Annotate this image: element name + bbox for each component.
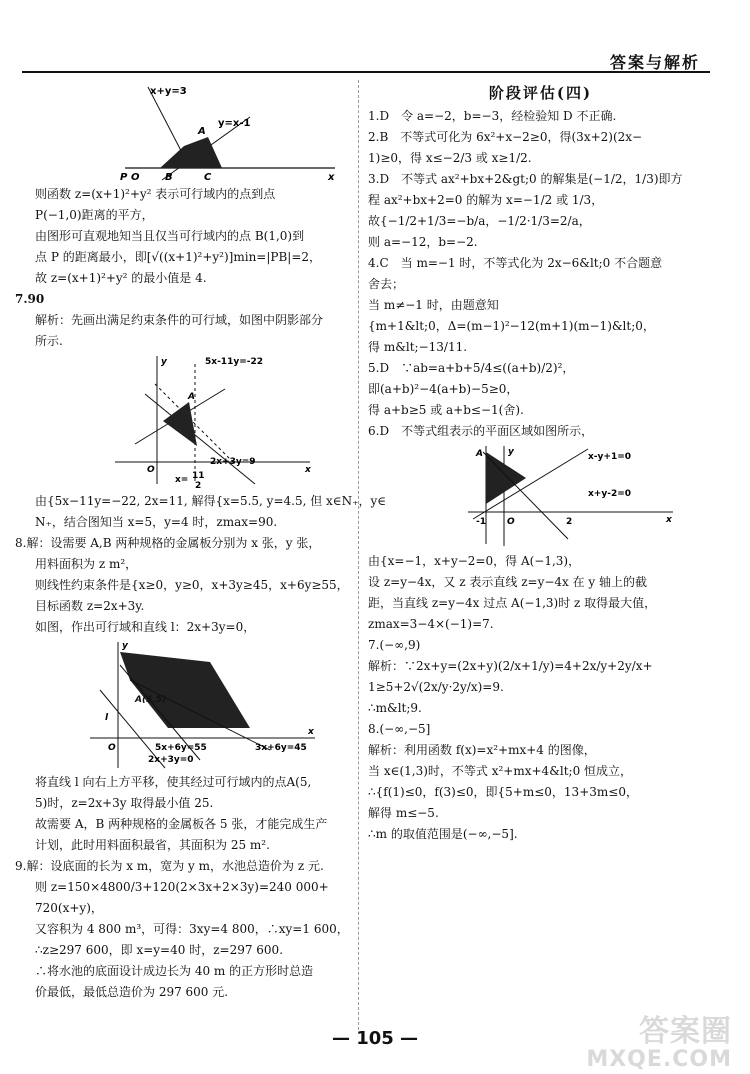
label-y: y xyxy=(122,641,128,651)
label-e2: x+y-2=0 xyxy=(588,489,632,499)
text-line: 720(x+y)， xyxy=(35,901,103,915)
text-line: 又容积为 4 800 m³，可得：3xy=4 800，∴xy=1 600， xyxy=(35,922,349,936)
text-line: 当 x∈(1,3)时，不等式 x²+mx+4&lt;0 恒成立， xyxy=(368,764,633,778)
text-line: 由{x=−1，x+y−2=0，得 A(−1,3)， xyxy=(368,554,581,568)
text-line: 则线性约束条件是{x≥0，y≥0，x+3y≥45，x+6y≥55， xyxy=(35,578,349,592)
label-O: O xyxy=(131,172,140,182)
text-line: 舍去； xyxy=(368,277,405,291)
text-line: 9.解：设底面的长为 x m，宽为 y m，水池总造价为 z 元. xyxy=(15,859,324,873)
label-l: l xyxy=(105,713,109,723)
label-A: A xyxy=(188,392,195,402)
text-line: 则函数 z=(x+1)²+y² 表示可行域内的点到点 xyxy=(35,187,276,201)
label-5x-11y: 5x-11y=-22 xyxy=(205,357,263,367)
label-B: B xyxy=(165,172,173,182)
text-line: 点 P 的距离最小，即[√((x+1)²+y²)]min=|PB|=2， xyxy=(35,250,322,264)
text-line: 得 m&lt;−13/11. xyxy=(368,340,468,354)
shaded-region xyxy=(163,402,197,446)
watermark-line1: 答案圈 xyxy=(639,1014,732,1049)
figure-region-4 xyxy=(468,444,678,549)
label-5x-6y: 5x+6y=55 xyxy=(155,743,207,753)
column-divider xyxy=(358,80,359,1030)
text-line: 目标函数 z=2x+3y. xyxy=(35,599,145,613)
label-A: A xyxy=(476,449,483,459)
text-line: 2.B 不等式可化为 6x²+x−2≥0，得(3x+2)(2x− xyxy=(368,130,643,144)
text-line: zmax=3−4×(−1)=7. xyxy=(368,617,494,631)
text-line: 计划，此时用料面积最省，其面积为 25 m². xyxy=(35,838,270,852)
label-x: x xyxy=(308,727,314,737)
text-line: 1≥5+2√(2x/y·2y/x)=9. xyxy=(368,680,504,694)
right-column xyxy=(368,80,713,845)
label-2x-3y: 2x+3y=0 xyxy=(148,755,194,765)
section-title: 阶段评估(四) xyxy=(488,84,593,102)
label-2x-3y: 2x+3y=9 xyxy=(210,457,256,467)
text-line: 1)≥0，得 x≤−2/3 或 x≥1/2. xyxy=(368,151,532,165)
text-line: 用料面积为 z m²， xyxy=(35,557,138,571)
label-A: A(5,5) xyxy=(135,695,167,705)
label-O: O xyxy=(108,743,116,753)
text-line: 所示. xyxy=(35,334,63,348)
text-line: ∴{f(1)≤0，f(3)≤0，即{5+m≤0，13+3m≤0， xyxy=(368,785,638,799)
text-line: P(−1,0)距离的平方， xyxy=(35,208,154,222)
text-line: 得 a+b≥5 或 a+b≤−1(舍). xyxy=(368,403,524,417)
label-y: y xyxy=(508,447,514,457)
label-e1: x-y+1=0 xyxy=(588,452,632,462)
label-2: 2 xyxy=(195,481,202,489)
text-line: 解析：利用函数 f(x)=x²+mx+4 的图像， xyxy=(368,743,596,757)
text-line: 解析：先画出满足约束条件的可行域，如图中阴影部分 xyxy=(35,313,324,327)
text-line: 5.D ∵ab=a+b+5/4≤((a+b)/2)²， xyxy=(368,361,575,375)
text-line: 由{5x−11y=−22, 2x=11, 解得{x=5.5, y=4.5, 但 x∈N₊，y∈ xyxy=(35,494,387,508)
watermark-logo xyxy=(586,1014,732,1074)
label-minus-1: -1 xyxy=(476,517,486,527)
text-block-a xyxy=(35,184,353,289)
text-line: 如图，作出可行域和直线 l：2x+3y=0， xyxy=(35,620,256,634)
label-x: x xyxy=(666,515,672,525)
header-rule xyxy=(22,71,710,73)
text-line: 1.D 令 a=−2，b=−3，经检验知 D 不正确. xyxy=(368,109,617,123)
text-line: 程 ax²+bx+2=0 的解为 x=−1/2 或 1/3， xyxy=(368,193,604,207)
text-line: 6.D 不等式组表示的平面区域如图所示， xyxy=(368,424,594,438)
text-line: ∴m 的取值范围是(−∞,−5]. xyxy=(368,827,518,841)
label-x-eq: x= xyxy=(175,475,189,485)
label-O: O xyxy=(507,517,515,527)
label-11: 11 xyxy=(192,471,205,481)
text-line: 则 a=−12，b=−2. xyxy=(368,235,478,249)
question-7-number: 7.90 xyxy=(15,292,45,306)
label-x: x xyxy=(305,465,311,475)
text-line: 将直线 l 向右上方平移，使其经过可行域内的点A(5, xyxy=(35,775,312,789)
text-line: 8.解：设需要 A,B 两种规格的金属板分别为 x 张，y 张， xyxy=(15,536,321,550)
figure-region-3 xyxy=(90,640,320,770)
text-line: 故需要 A，B 两种规格的金属板各 5 张，才能完成生产 xyxy=(35,817,328,831)
figure-region-1 xyxy=(120,82,350,182)
text-line: 3.D 不等式 ax²+bx+2&gt;0 的解集是(−1/2，1/3)即方 xyxy=(368,172,683,186)
label-x-plus-y: x+y=3 xyxy=(150,86,187,97)
watermark-line2: MXQE.COM xyxy=(586,1047,732,1072)
shaded-region xyxy=(486,452,526,504)
label-P: P xyxy=(120,172,128,182)
label-y: y xyxy=(161,357,167,367)
text-line: ∴将水池的底面设计成边长为 40 m 的正方形时总造 xyxy=(35,964,314,978)
text-line: 故 z=(x+1)²+y² 的最小值是 4. xyxy=(35,271,207,285)
text-line: 价最低，最低总造价为 297 600 元. xyxy=(35,985,229,999)
label-A: A xyxy=(198,126,206,137)
page-number: — 105 — xyxy=(331,1028,419,1049)
text-line: 4.C 当 m=−1 时，不等式化为 2x−6&lt;0 不合题意 xyxy=(368,256,663,270)
text-line: 则 z=150×4800/3+120(2×3x+2×3y)=240 000+ xyxy=(35,880,329,894)
text-line: {m+1&lt;0，Δ=(m−1)²−12(m+1)(m−1)&lt;0， xyxy=(368,319,655,333)
header-title: 答案与解析 xyxy=(609,53,700,72)
text-line: 设 z=y−4x，又 z 表示直线 z=y−4x 在 y 轴上的截 xyxy=(368,575,648,589)
label-O: O xyxy=(147,465,155,475)
text-line: 距，当直线 z=y−4x 过点 A(−1,3)时 z 取得最大值， xyxy=(368,596,657,610)
text-line: 即(a+b)²−4(a+b)−5≥0， xyxy=(368,382,519,396)
label-3x-6y: 3x+6y=45 xyxy=(255,743,307,753)
text-line: ∴m&lt;9. xyxy=(368,701,422,715)
text-line: 解得 m≤−5. xyxy=(368,806,439,820)
shaded-region-2 xyxy=(160,137,222,168)
text-line: N₊，结合图知当 x=5，y=4 时，zmax=90. xyxy=(35,515,278,529)
label-2: 2 xyxy=(566,517,573,527)
text-line: 由图形可直观地知当且仅当可行域内的点 B(1,0)到 xyxy=(35,229,305,243)
text-line: 故{−1/2+1/3=−b/a，−1/2·1/3=2/a， xyxy=(368,214,591,228)
label-x: x xyxy=(328,172,335,182)
text-line: 当 m≠−1 时，由题意知 xyxy=(368,298,499,312)
text-line: 5)时，z=2x+3y 取得最小值 25. xyxy=(35,796,214,810)
figure-region-2 xyxy=(115,354,315,489)
text-line: 7.(−∞,9) xyxy=(368,638,421,652)
label-C: C xyxy=(204,172,212,182)
page-header xyxy=(0,0,750,72)
text-line: ∴z≥297 600，即 x=y=40 时，z=297 600. xyxy=(35,943,284,957)
label-y-x-1: y=x-1 xyxy=(218,118,251,129)
text-line: 解析：∵2x+y=(2x+y)(2/x+1/y)=4+2x/y+2y/x+ xyxy=(368,659,653,673)
shaded-region xyxy=(120,652,250,728)
text-line: 8.(−∞,−5] xyxy=(368,722,431,736)
